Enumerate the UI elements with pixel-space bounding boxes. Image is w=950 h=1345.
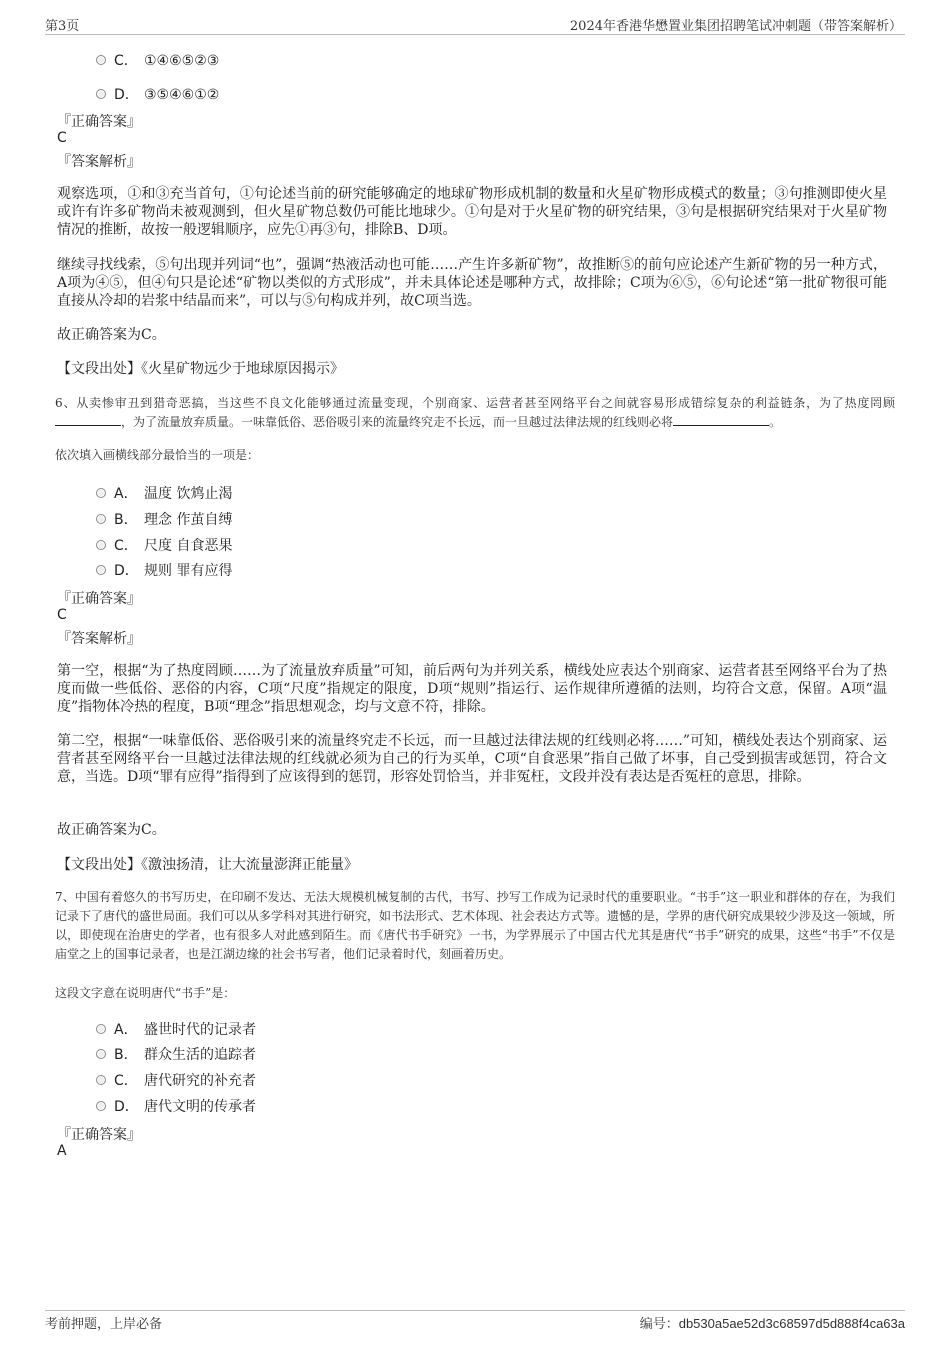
q6-source: 【文段出处】《激浊扬清，让大流量澎湃正能量》 — [57, 857, 358, 873]
radio-icon[interactable] — [96, 488, 106, 498]
q6-stem-end: 。 — [769, 415, 782, 429]
q7-option-d[interactable] — [96, 1096, 256, 1116]
footer-divider — [45, 1310, 905, 1311]
q6-stem-part1: 6、从卖惨审丑到猎奇恶搞，当这些不良文化能够通过流量变现，个别商家、运营者甚至网络平台之间就容易形成错综复杂的利益链条，为了热度罔顾 — [55, 396, 895, 410]
q7-option-b[interactable] — [96, 1044, 256, 1064]
q7-prompt: 这段文字意在说明唐代“书手”是： — [55, 986, 236, 1000]
radio-icon[interactable] — [96, 1101, 106, 1111]
q5-option-c[interactable] — [96, 50, 219, 70]
option-letter: D． — [114, 1099, 139, 1115]
q6-stem-part2: ，为了流量放弃质量。一味靠低俗、恶俗吸引来的流量终究走不长远，而一旦越过法律法规的红线则必将 — [121, 415, 674, 429]
q5-analysis-p3: 故正确答案为C。 — [57, 327, 166, 343]
q7-option-c[interactable] — [96, 1070, 256, 1090]
q6-blank-1 — [55, 413, 121, 426]
option-letter: D． — [114, 87, 139, 103]
option-text: 温度 饮鸩止渴 — [144, 486, 233, 502]
option-text: ①④⑥⑤②③ — [144, 53, 220, 69]
option-text: ③⑤④⑥①② — [144, 87, 220, 103]
q5-option-d[interactable] — [96, 84, 219, 104]
option-text: 理念 作茧自缚 — [144, 512, 233, 528]
radio-icon[interactable] — [96, 55, 106, 65]
footer-code-value: db530a5ae52d3c68597d5d888f4ca63a — [678, 1316, 905, 1331]
q6-option-c[interactable] — [96, 535, 232, 555]
q6-analysis-p1: 第一空，根据“为了热度罔顾……为了流量放弃质量”可知，前后两句为并列关系，横线处应表达个别商家、运营者甚至网络平台为了热度而做一些低俗、恶俗的内容，C项“尺度”指规定的限度，D项“规则”指运行、运作规律所遵循的法则，均符合文意，保留。A项“温度”指物体冷热的程度，B项“理念”指思想观念，均与文意不符，排除。 — [57, 663, 887, 715]
q6-analysis-p2: 第二空，根据“一味靠低俗、恶俗吸引来的流量终究走不长远，而一旦越过法律法规的红线则必将……”可知，横线处表达个别商家、运营者甚至网络平台一旦越过法律法规的红线就必须为自己的行为买单，C项“自食恶果”指自己做了坏事，自己受到损害或惩罚，符合文意，当选。D项“罪有应得”指得到了应该得到的惩罚，形容处罚恰当，并非冤枉，文段并没有表达是否冤枉的意思，排除。 — [57, 733, 887, 785]
option-letter: D． — [114, 563, 139, 579]
q6-analysis-p3: 故正确答案为C。 — [57, 822, 166, 838]
q6-option-b[interactable] — [96, 509, 232, 529]
option-letter: C． — [114, 1073, 138, 1089]
q5-analysis-p2: 继续寻找线索，⑤句出现并列词“也”，强调“热液活动也可能……产生许多新矿物”，故推断⑤的前句应论述产生新矿物的另一种方式，A项为④⑤，但④句只是论述“矿物以类似的方式形成”，并未具体论述是哪种方式，故排除；C项为⑥⑤，⑥句论述“第一批矿物很可能直接从冷却的岩浆中结晶而来”，可以与⑤句构成并列，故C项当选。 — [57, 257, 887, 309]
option-text: 唐代研究的补充者 — [144, 1073, 256, 1089]
option-text: 尺度 自食恶果 — [144, 538, 233, 554]
q5-analysis-label: 『答案解析』 — [57, 154, 141, 170]
option-text: 规则 罪有应得 — [144, 563, 233, 579]
q5-answer: C — [57, 130, 67, 146]
option-text: 唐代文明的传承者 — [144, 1099, 256, 1115]
option-letter: A． — [114, 486, 138, 502]
q6-option-d[interactable] — [96, 560, 232, 580]
q6-blank-2 — [673, 413, 769, 426]
option-letter: B． — [114, 512, 138, 528]
footer-code — [640, 1313, 905, 1332]
option-letter: B． — [114, 1047, 138, 1063]
q6-stem — [55, 394, 895, 432]
q5-analysis-p1: 观察选项，①和③充当首句，①句论述当前的研究能够确定的地球矿物形成机制的数量和火星矿物形成模式的数量；③句推测即使火星或许有许多矿物尚未被观测到，但火星矿物总数仍可能比地球少。①句是对于火星矿物的研究结果，③句是根据研究结果对于火星矿物情况的推断，故按一般逻辑顺序，应先①再③句，排除B、D项。 — [57, 186, 887, 238]
document-title: 2024年香港华懋置业集团招聘笔试冲刺题（带答案解析） — [569, 19, 902, 34]
radio-icon[interactable] — [96, 514, 106, 524]
footer-slogan: 考前押题，上岸必备 — [45, 1317, 163, 1332]
q6-option-a[interactable] — [96, 483, 232, 503]
q6-prompt: 依次填入画横线部分最恰当的一项是： — [55, 448, 260, 462]
radio-icon[interactable] — [96, 1049, 106, 1059]
header-divider — [45, 34, 905, 35]
radio-icon[interactable] — [96, 1024, 106, 1034]
q7-answer-label: 『正确答案』 — [57, 1127, 141, 1143]
option-text: 群众生活的追踪者 — [144, 1047, 256, 1063]
page-number: 第3页 — [45, 19, 80, 34]
radio-icon[interactable] — [96, 540, 106, 550]
q7-option-a[interactable] — [96, 1019, 256, 1039]
option-letter: A． — [114, 1022, 138, 1038]
q7-stem: 7、中国有着悠久的书写历史，在印刷不发达、无法大规模机械复制的古代，书写、抄写工作成为记录时代的重要职业。“书手”这一职业和群体的存在，为我们记录下了唐代的盛世局面。我们可以从多学科对其进行研究，如书法形式、艺术体现、社会表达方式等。遗憾的是，学界的唐代研究成果较少涉及这一领域，所以，即使现在治唐史的学者，也有很多人对此感到陌生。而《唐代书手研究》一书，为学界展示了中国古代尤其是唐代“书手”研究的成果，这些“书手”不仅是庙堂之上的国事记录者，也是江湖边缘的社会书写者，他们记录着时代，刻画着历史。 — [55, 890, 896, 961]
q5-answer-label: 『正确答案』 — [57, 114, 141, 130]
option-text: 盛世时代的记录者 — [144, 1022, 256, 1038]
radio-icon[interactable] — [96, 565, 106, 575]
q7-answer: A — [57, 1143, 67, 1159]
q6-answer: C — [57, 607, 67, 623]
footer-code-label: 编号： — [639, 1317, 679, 1332]
q6-analysis-label: 『答案解析』 — [57, 631, 141, 647]
q5-source: 【文段出处】《火星矿物远少于地球原因揭示》 — [57, 361, 344, 377]
radio-icon[interactable] — [96, 89, 106, 99]
option-letter: C． — [114, 53, 138, 69]
option-letter: C． — [114, 538, 138, 554]
radio-icon[interactable] — [96, 1075, 106, 1085]
q6-answer-label: 『正确答案』 — [57, 591, 141, 607]
